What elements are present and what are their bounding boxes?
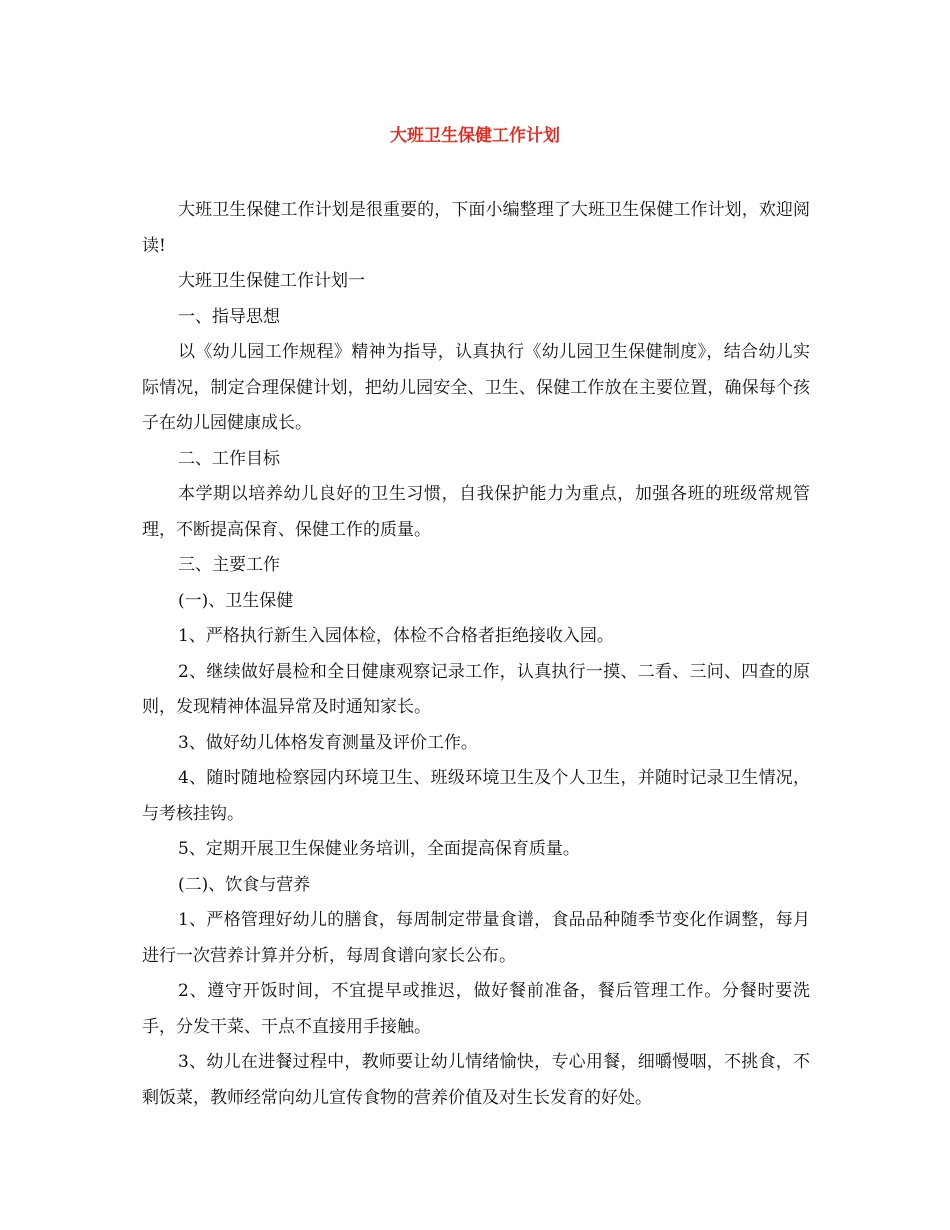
paragraph-guiding-thought: 以《幼儿园工作规程》精神为指导，认真执行《幼儿园卫生保健制度》，结合幼儿实际情况，制定合理保健计划，把幼儿园安全、卫生、保健工作放在主要位置，确保每个孩子在幼儿园健康成长。 <box>142 342 810 433</box>
document-title: 大班卫生保健工作计划 <box>390 126 560 146</box>
list-item-diet-3: 3、幼儿在进餐过程中，教师要让幼儿情绪愉快，专心用餐，细嚼慢咽，不挑食，不剩饭菜，教师经常向幼儿宣传食物的营养价值及对生长发育的好处。 <box>142 1052 810 1108</box>
list-item-health-1: 1、严格执行新生入园体检，体检不合格者拒绝接收入园。 <box>178 626 614 646</box>
list-item-health-4: 4、随时随地检察园内环境卫生、班级环境卫生及个人卫生，并随时记录卫生情况，与考核挂钩。 <box>142 768 810 824</box>
section-heading-main-work: 三、主要工作 <box>178 555 280 575</box>
list-item-health-2: 2、继续做好晨检和全日健康观察记录工作，认真执行一摸、二看、三问、四查的原则，发现精神体温异常及时通知家长。 <box>142 661 810 717</box>
section-heading-guiding-thought: 一、指导思想 <box>178 306 280 327</box>
subsection-heading-health-care: (一)、卫生保健 <box>178 590 294 611</box>
list-item-health-5: 5、定期开展卫生保健业务培训，全面提高保育质量。 <box>178 839 580 859</box>
section-heading-work-goal: 二、工作目标 <box>178 448 280 469</box>
list-item-diet-1: 1、严格管理好幼儿的膳食，每周制定带量食谱，食品品种随季节变化作调整，每月进行一次营养计算并分析，每周食谱向家长公布。 <box>142 910 810 966</box>
document-body <box>142 193 810 1116</box>
list-item-diet-2: 2、遵守开饭时间，不宜提早或推迟，做好餐前准备，餐后管理工作。分餐时要洗手，分发干菜、干点不直接用手接触。 <box>142 981 810 1037</box>
subsection-heading-diet-nutrition: (二)、饮食与营养 <box>178 874 311 895</box>
list-item-health-3: 3、做好幼儿体格发育测量及评价工作。 <box>178 732 478 753</box>
paragraph-work-goal: 本学期以培养幼儿良好的卫生习惯，自我保护能力为重点，加强各班的班级常规管理，不断提高保育、保健工作的质量。 <box>142 484 810 540</box>
paragraph-plan-heading: 大班卫生保健工作计划一 <box>178 271 365 291</box>
paragraph-intro: 大班卫生保健工作计划是很重要的，下面小编整理了大班卫生保健工作计划，欢迎阅读! <box>142 200 810 256</box>
